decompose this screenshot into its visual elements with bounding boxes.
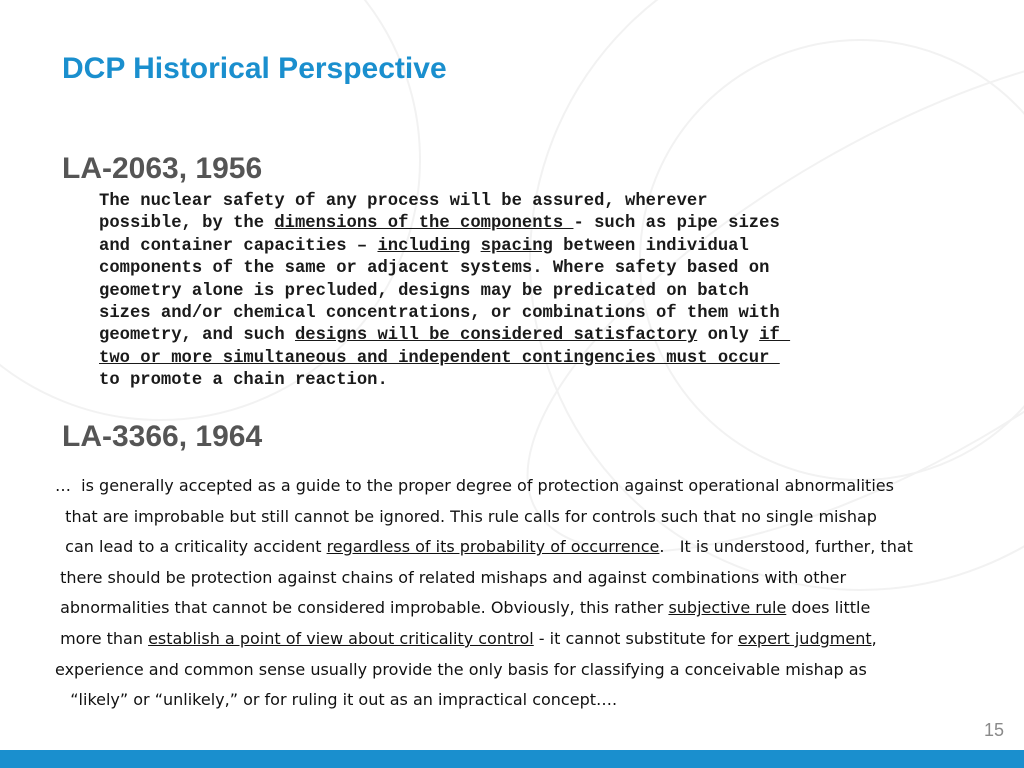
underlined-text: expert judgment: [737, 628, 872, 648]
text-segment: possible, by the: [99, 214, 275, 234]
text-line: [99, 191, 790, 213]
text-line: [99, 303, 790, 325]
text-segment: geometry, and such: [99, 326, 295, 346]
section-heading-la-2063: LA-2063, 1956: [62, 152, 263, 185]
text-line: [99, 325, 790, 347]
text-segment: [470, 237, 480, 256]
text-segment: that are improbable but still cannot be ignored. This rule calls for controls such that no single mishap: [55, 506, 877, 526]
text-line: [99, 213, 790, 235]
underlined-text: if: [759, 326, 791, 346]
page-number: 15: [983, 720, 1004, 740]
text-segment: abnormalities that cannot be considered improbable. Obviously, this rather: [55, 598, 669, 618]
text-line: [99, 236, 790, 258]
quote-la-3366: [55, 471, 913, 716]
text-segment: The nuclear safety of any process will be assured, wherever: [99, 192, 708, 211]
text-line: [55, 685, 913, 716]
text-segment: geometry alone is precluded, designs may be predicated on batch: [99, 281, 749, 301]
text-segment: components of the same or adjacent systems. Where safety based on: [99, 259, 770, 279]
text-segment: sizes and/or chemical concentrations, or combinations of them with: [99, 304, 780, 324]
text-line: [99, 370, 790, 392]
text-segment: to promote a chain reaction.: [99, 371, 388, 391]
underlined-text: designs will be considered satisfactory: [294, 326, 698, 346]
text-segment: does little: [786, 598, 871, 618]
text-line: [55, 471, 913, 502]
footer-bar: [0, 750, 1024, 768]
text-line: [99, 258, 790, 280]
page-title: DCP Historical Perspective: [62, 52, 447, 85]
text-segment: - it cannot substitute for: [533, 628, 738, 648]
text-line: [99, 281, 790, 303]
text-segment: between individual: [552, 236, 749, 256]
text-segment: and container capacities –: [99, 236, 378, 256]
text-segment: … is generally accepted as a guide to the proper degree of protection against operational abnormalities: [55, 476, 894, 495]
underlined-text: establish a point of view about criticality control: [148, 628, 534, 648]
text-line: [55, 502, 913, 533]
text-line: [55, 563, 913, 594]
underlined-text: including: [377, 236, 471, 256]
underlined-text: dimensions of the components: [274, 214, 574, 234]
text-segment: only: [697, 326, 760, 346]
text-line: [55, 624, 913, 655]
text-line: [55, 532, 913, 563]
text-line: [55, 655, 913, 686]
text-segment: - such as pipe sizes: [573, 214, 780, 234]
underlined-text: regardless of its probability of occurrence: [326, 537, 660, 557]
quote-la-2063: [99, 191, 790, 393]
text-line: [99, 348, 790, 370]
underlined-text: spacing: [480, 236, 553, 256]
text-segment: there should be protection against chains of related mishaps and against combinations with other: [55, 567, 847, 587]
text-segment: experience and common sense usually provide the only basis for classifying a conceivable mishap as: [55, 659, 867, 679]
text-segment: “likely” or “unlikely,” or for ruling it out as an impractical concept….: [55, 690, 618, 710]
text-segment: can lead to a criticality accident: [55, 537, 327, 557]
underlined-text: subjective rule: [668, 598, 787, 618]
text-segment: ,: [871, 628, 877, 648]
underlined-text: two or more simultaneous and independent contingencies must occur: [99, 348, 780, 368]
text-segment: . It is understood, further, that: [659, 537, 913, 557]
text-segment: more than: [55, 628, 149, 648]
section-heading-la-3366: LA-3366, 1964: [62, 420, 263, 453]
text-line: [55, 593, 913, 624]
